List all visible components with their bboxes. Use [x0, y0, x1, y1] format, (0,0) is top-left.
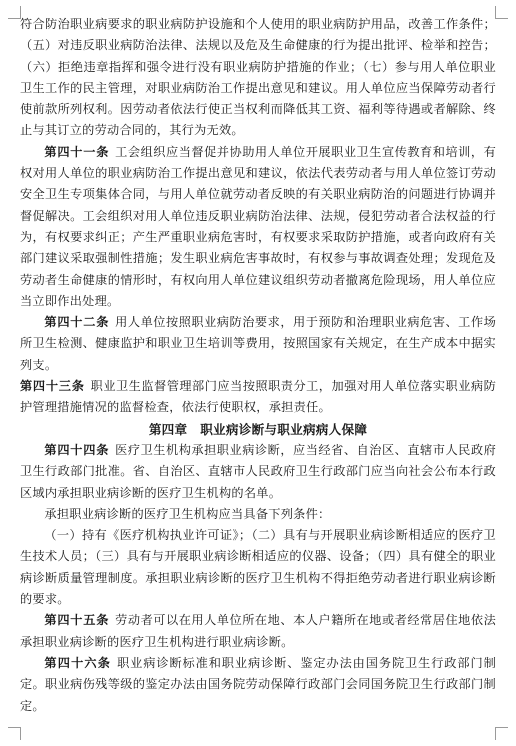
- chapter-heading: 第四章 职业病诊断与职业病病人保障: [148, 421, 368, 437]
- paragraph-text: 符合防治职业病要求的职业病防护设施和个人使用的职业病防护用品，改善工作条件；（五）对违反职业病防治法律、法规以及危及生命健康的行为提出批评、检举和控告；（六）拒绝违章指挥和强令进行没有职业病防护措施的作业；（七）参与用人单位职业卫生工作的民主管理，对职业病防治工作提出意见和建议。用人单位应当保障劳动者行使前款所列权利。因劳动者依法行使正当权利而降低其工资、福利等待遇或者解除、终止与其订立的劳动合同的，其行为无效。: [20, 17, 496, 138]
- paragraph-text: 承担职业病诊断的医疗卫生机构应当具备下列条件：: [44, 506, 331, 521]
- article-text: 工会组织应当督促并协助用人单位开展职业卫生宣传教育和培训，有权对用人单位的职业病防治工作提出意见和建议，依法代表劳动者与用人单位签订劳动安全卫生专项集体合同，与用人单位就劳动者反映的有关职业病防治的问题进行协调并督促解决。工会组织对用人单位违反职业病防治法律、法规，侵犯劳动者合法权益的行为，有权要求纠正；产生严重职业病危害时，有权要求采取防护措施，或者向政府有关部门建议采取强制性措施；发生职业病危害事故时，有权参与事故调查处理；发现危及劳动者生命健康的情形时，有权向用人单位建议组织劳动者撤离危险现场，用人单位应当立即作出处理。: [20, 144, 497, 308]
- article-text: 职业病诊断标准和职业病诊断、鉴定办法由国务院卫生行政部门制定。职业病伤残等级的鉴定办法由国务院劳动保障行政部门会同国务院卫生行政部门制定。: [20, 655, 497, 713]
- document-body: [20, 14, 496, 717]
- crop-mark-top-right: [495, 6, 508, 19]
- article-text: 劳动者可以在用人单位所在地、本人户籍所在地或者经常居住地依法承担职业病诊断的医疗卫生机构进行职业病诊断。: [20, 613, 497, 649]
- article-text: 职业卫生监督管理部门应当按照职责分工，加强对用人单位落实职业病防护管理措施情况的监督检查，依法行使职权，承担责任。: [20, 379, 497, 415]
- crop-mark-bottom-right: [495, 727, 508, 740]
- article-number: 第四十一条: [44, 144, 110, 159]
- article-45: [20, 610, 496, 653]
- article-number: 第四十六条: [44, 655, 112, 670]
- article-number: 第四十四条: [44, 442, 110, 457]
- article-46: [20, 653, 496, 717]
- article-number: 第四十二条: [44, 315, 110, 330]
- article-text: 用人单位按照职业病防治要求，用于预防和治理职业病危害、工作场所卫生检测、健康监护和职业卫生培训等费用，按照国家有关规定，在生产成本中据实列支。: [20, 315, 497, 372]
- article-number: 第四十三条: [20, 379, 85, 394]
- article-text: 医疗卫生机构承担职业病诊断，应当经省、自治区、直辖市人民政府卫生行政部门批准。省、自治区、直辖市人民政府卫生行政部门应当向社会公布本行政区域内承担职业病诊断的医疗卫生机构的名单。: [20, 442, 497, 500]
- paragraph-text: （一）持有《医疗机构执业许可证》；（二）具有与开展职业病诊断相适应的医疗卫生技术人员；（三）具有与开展职业病诊断相适应的仪器、设备；（四）具有健全的职业病诊断质量管理制度。承担职业病诊断的医疗卫生机构不得拒绝劳动者进行职业病诊断的要求。: [20, 528, 496, 607]
- article-42: [20, 312, 496, 376]
- paragraph: [20, 525, 496, 610]
- crop-mark-bottom-left: [8, 727, 21, 740]
- article-number: 第四十五条: [44, 613, 110, 628]
- article-44: [20, 440, 496, 504]
- paragraph: [20, 504, 496, 525]
- article-41: [20, 142, 496, 312]
- article-43: [20, 376, 496, 419]
- paragraph: [20, 14, 496, 142]
